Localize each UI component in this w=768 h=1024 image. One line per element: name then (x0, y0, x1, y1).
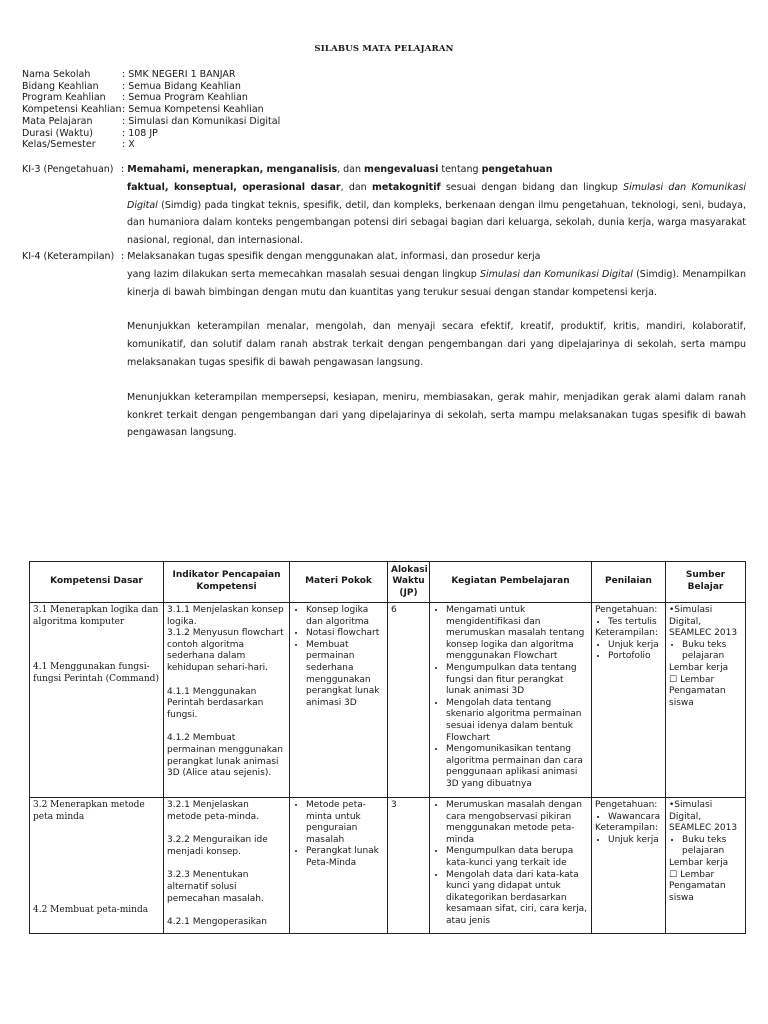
ki3-w3: pengetahuan (481, 164, 553, 175)
header-kegiatan: Kegiatan Pembelajaran (430, 562, 592, 603)
info-label: Program Keahlian (22, 92, 106, 104)
kegiatan-item: • Mengumpulkan data berupa kata-kunci yang terkait ide (446, 846, 588, 869)
alokasi-cell: 6 (388, 603, 430, 798)
info-row (22, 139, 280, 151)
kd-item: 3.1 Menerapkan logika dan algoritma komputer (33, 605, 159, 627)
ipk-cell (164, 798, 290, 934)
kd-item: 3.2 Menerapkan metode peta minda (33, 800, 145, 822)
kegiatan-item: • Mengolah data tentang skenario algoritma permainan sesuai idenya dalam bentuk Flowchart (446, 698, 588, 744)
header-penilaian: Penilaian (592, 562, 666, 603)
ki3-body (127, 179, 746, 250)
materi-item: • Membuat permainan sederhana menggunakan perangkat lunak animasi 3D (306, 640, 384, 710)
sumber-item: Lembar Pengamatan siswa (669, 869, 726, 903)
ki3-t1: , dan (337, 164, 365, 175)
ki4-t2: (Simdig). Menampilkan kinerja di bawah bimbingan dengan mutu dan kuantitas yang terukur sesuai dengan standar kompetensi kerja. (127, 268, 746, 298)
ipk-item: 4.1.2 Membuat permainan menggunakan perangkat lunak animasi 3D (Alice atau sejenis). (167, 733, 283, 779)
ipk-item: 3.1.1 Menjelaskan konsep logika. (167, 605, 284, 627)
kegiatan-cell (430, 603, 592, 798)
ki3-colon: : (121, 164, 125, 175)
header-kd: Kompetensi Dasar (30, 562, 164, 603)
ki4-p2: Menunjukkan keterampilan menalar, mengolah, dan menyaji secara efektif, kreatif, produktif, kritis, mandiri, kolaboratif, komunikatif, dan solutif dalam ranah abstrak terkait dengan pengembangan dari yang dipelajarinya di sekolah, serta mampu melaksanakan tugas spesifik di bawah pengawasan langsung. (127, 321, 746, 368)
sumber-cell (666, 603, 746, 798)
alokasi-cell: 3 (388, 798, 430, 934)
info-label: Durasi (Waktu) (22, 127, 93, 139)
info-value: : X (122, 139, 135, 151)
header-alokasi: Alokasi Waktu (JP) (388, 562, 430, 603)
sumber-item: •Simulasi Digital, SEAMLEC 2013 (669, 605, 738, 639)
info-row (22, 104, 280, 116)
ki4-label: KI-4 (Keterampilan) (22, 251, 115, 262)
info-value: : Semua Bidang Keahlian (122, 80, 241, 92)
table-row (30, 603, 746, 798)
penilaian-cell (592, 603, 666, 798)
ki3-i1: Simulasi dan Komunikasi Digital (127, 181, 746, 211)
ki3-t3: , dan (340, 181, 372, 193)
ki3-t2: tentang (438, 164, 482, 175)
materi-item: • Konsep logika dan algoritma (306, 605, 384, 628)
ipk-cell (164, 603, 290, 798)
sumber-cell (666, 798, 746, 934)
materi-item: • Notasi flowchart (306, 628, 384, 640)
ki4-i1: Simulasi dan Komunikasi Digital (479, 268, 633, 280)
info-row (22, 128, 280, 140)
kegiatan-cell (430, 798, 592, 934)
kegiatan-item: • Mengolah data dari kata-kata kunci yang didapat untuk dikategorikan berdasarkan kesamaan sifat, ciri, cara kerja, atau jenis (446, 870, 588, 928)
info-value: : Semua Kompetensi Keahlian (122, 104, 264, 116)
kegiatan-item: • Mengomunikasikan tentang algoritma permainan dan cara penggunaan aplikasi animasi 3D yang dibuatnya (446, 744, 588, 790)
ki3-text (121, 161, 746, 250)
ki3-t4: sesuai dengan bidang dan lingkup (440, 181, 624, 193)
ki4-line1 (121, 248, 746, 266)
ki4-t1: yang lazim dilakukan serta memecahkan masalah sesuai dengan lingkup (127, 268, 480, 280)
penilaian-item: • Tes tertulis (608, 617, 662, 629)
ipk-item: 3.1.2 Menyusun flowchart contoh algoritma sederhana dalam kehidupan sehari-hari. (167, 628, 284, 673)
header-ipk: Indikator Pencapaian Kompetensi (164, 562, 290, 603)
materi-cell (290, 798, 388, 934)
identity-block (22, 69, 280, 151)
penilaian-label: Pengetahuan: (595, 605, 658, 615)
info-row (22, 69, 280, 81)
penilaian-label: Keterampilan: (595, 823, 659, 834)
info-label: Kompetensi Keahlian (22, 104, 122, 116)
ki3-w5: metakognitif (371, 181, 441, 193)
ki4-colon: : (121, 251, 125, 262)
info-row (22, 116, 280, 128)
kegiatan-item: • Mengamati untuk mengidentifikasi dan merumuskan masalah tentang konsep logika dan algoritma menggunakan Flowchart (446, 605, 588, 663)
syllabus-table (29, 561, 746, 934)
ki4-text (121, 248, 746, 442)
ki3-t5: (Simdig) pada tingkat teknis, spesifik, detil, dan kompleks, berkenaan dengan ilmu pengetahuan, teknologi, seni, budaya, dan humaniora dalam konteks pengembangan potensi diri sebagai bagian dari keluarga, sekolah, dunia kerja, warga masyarakat nasional, regional, dan internasional. (127, 199, 746, 247)
ki4-p3: Menunjukkan keterampilan mempersepsi, kesiapan, meniru, membiasakan, gerak mahir, menjadikan gerak alami dalam ranah konkret terkait dengan pengembangan dari yang dipelajarinya di sekolah, serta mampu melaksanakan tugas spesifik di bawah pengawasan langsung. (127, 391, 746, 439)
penilaian-item: • Unjuk kerja (608, 640, 662, 652)
penilaian-item: • Unjuk kerja (608, 835, 662, 847)
sumber-item: •Simulasi Digital, SEAMLEC 2013 (669, 800, 738, 834)
penilaian-item: • Wawancara (608, 812, 662, 824)
table-row (30, 798, 746, 934)
ipk-item: 4.2.1 Mengoperasikan (167, 917, 267, 928)
info-label: Mata Pelajaran (22, 115, 93, 127)
sumber-item: • Buku teks pelajaran (682, 835, 742, 858)
header-sumber: Sumber Belajar (666, 562, 746, 603)
info-value: : Semua Program Keahlian (122, 92, 248, 104)
materi-cell (290, 603, 388, 798)
sumber-item: • Buku teks pelajaran (682, 640, 742, 663)
kd-item: 4.1 Menggunakan fungsi-fungsi Perintah (Command) (33, 662, 159, 684)
ipk-item: 3.2.3 Menentukan alternatif solusi pemecahan masalah. (167, 870, 264, 904)
table-header-row (30, 562, 746, 603)
materi-item: • Metode peta-minta untuk penguraian masalah (306, 800, 384, 846)
ki4-p1 (127, 266, 746, 302)
page-title: SILABUS MATA PELAJARAN (314, 44, 454, 54)
ipk-item: 3.2.1 Menjelaskan metode peta-minda. (167, 800, 260, 822)
ipk-item: 4.1.1 Menggunakan Perintah berdasarkan fungsi. (167, 686, 264, 720)
ki4-line1-text: Melaksanakan tugas spesifik dengan menggunakan alat, informasi, dan prosedur kerja (127, 251, 541, 262)
info-row (22, 81, 280, 93)
info-label: Bidang Keahlian (22, 80, 99, 92)
ki3-line1 (121, 161, 746, 179)
penilaian-label: Keterampilan: (595, 628, 659, 639)
kegiatan-item: • Merumuskan masalah dengan cara mengobservasi pikiran menggunakan metode peta-minda (446, 800, 588, 846)
kd-item: 4.2 Membuat peta-minda (33, 905, 149, 916)
penilaian-item: • Portofolio (608, 651, 662, 663)
penilaian-label: Pengetahuan: (595, 800, 658, 810)
kd-cell (30, 798, 164, 934)
info-value: : 108 JP (122, 127, 158, 139)
info-value: : Simulasi dan Komunikasi Digital (122, 115, 281, 127)
ki3-label: KI-3 (Pengetahuan) (22, 164, 114, 175)
sumber-item: Lembar kerja (669, 857, 729, 868)
checkbox-icon (669, 675, 742, 710)
ipk-item: 3.2.2 Menguraikan ide menjadi konsep. (167, 835, 268, 857)
info-label: Nama Sekolah (22, 69, 91, 80)
checkbox-icon (669, 870, 742, 905)
ki3-w1: Memahami, menerapkan, menganalisis (127, 164, 338, 175)
ki3-w4: faktual, konseptual, operasional dasar (127, 181, 341, 193)
info-label: Kelas/Semester (22, 139, 96, 151)
ki3-w2: mengevaluasi (364, 164, 439, 175)
materi-item: • Perangkat lunak Peta-Minda (306, 846, 384, 869)
sumber-item: Lembar Pengamatan siswa (669, 674, 726, 708)
penilaian-cell (592, 798, 666, 934)
kegiatan-item: • Mengumpulkan data tentang fungsi dan fitur perangkat lunak animasi 3D (446, 663, 588, 698)
kd-cell (30, 603, 164, 798)
sumber-item: Lembar kerja (669, 662, 729, 673)
header-materi: Materi Pokok (290, 562, 388, 603)
info-row (22, 92, 280, 104)
info-value: : SMK NEGERI 1 BANJAR (122, 69, 236, 80)
